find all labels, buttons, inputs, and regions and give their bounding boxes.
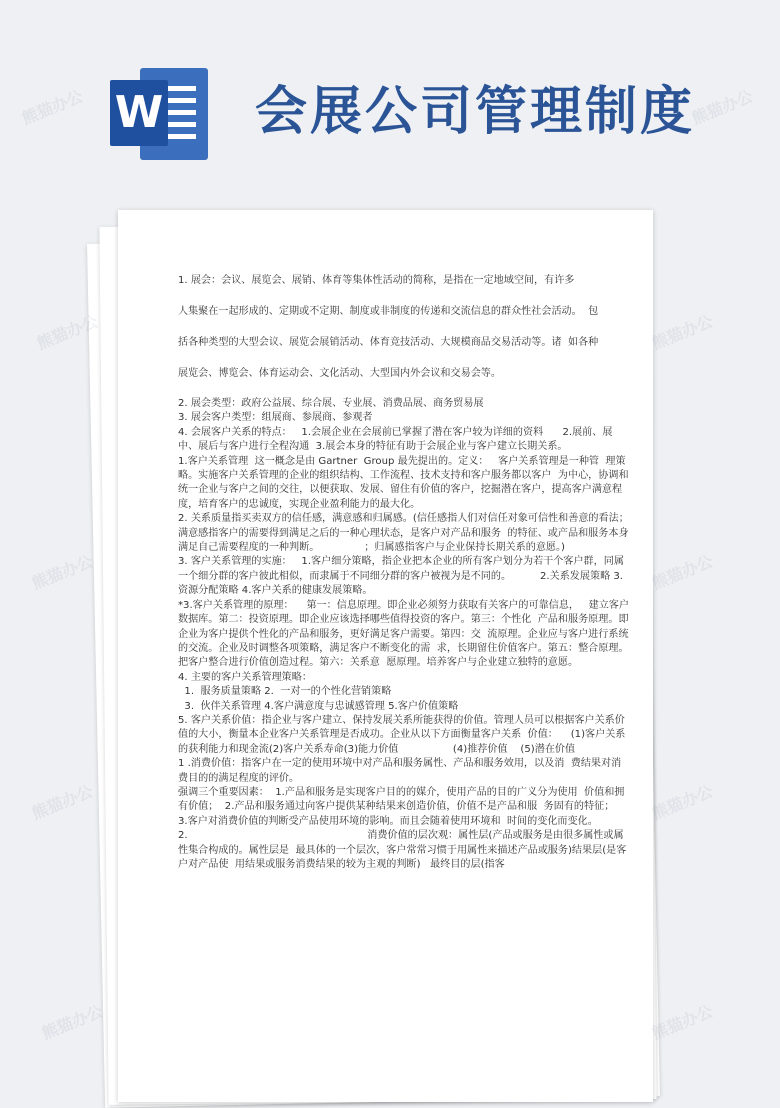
word-document-icon	[110, 68, 208, 160]
body-paragraph: 1. 服务质量策略 2. 一对一的个性化营销策略	[178, 686, 392, 698]
watermark-mark: 熊猫办公	[649, 551, 716, 594]
body-paragraph: 1 .消费价值：指客户在一定的使用环境中对产品和服务属性、产品和服务效用，以及消 费结果对消费目的的满足程度的评价。	[178, 758, 622, 784]
watermark-mark: 熊猫办公	[34, 311, 101, 354]
watermark-mark: 熊猫办公	[29, 781, 96, 824]
body-paragraph: 2. 消费价值的层次观：属性层(产品或服务是由很多属性或属性集合构成的。属性层是 最具体的一个层次，客户常常习惯于用属性来描述产品或服务)结果层(是客户对产品使 用结果或服务消费结果的较为主观的判断) 最终目的层(指客	[178, 830, 627, 870]
watermark-mark: 熊猫办公	[649, 311, 716, 354]
body-paragraph: 4. 会展客户关系的特点： 1.会展企业在会展前已掌握了潜在客户较为详细的资料 2.展前、展中、展后与客户进行全程沟通 3.展会本身的特征有助于会展企业与客户建立长期关系。	[178, 426, 613, 453]
intro-section	[178, 265, 630, 389]
watermark-mark: 熊猫办公	[649, 1001, 716, 1044]
watermark-mark: 熊猫办公	[19, 86, 86, 129]
page-title: 会展公司管理制度	[255, 81, 696, 142]
body-paragraph: *3.客户关系管理的原理： 第一：信息原理。即企业必须努力获取有关客户的可靠信息， 建立客户数据库。第二：投资原理。即企业应该选择哪些值得投资的客户。第三：个性化 产品和服务原理。即企业为客户提供个性化的产品和服务，更好满足客户需要。第四：交 流原理。企业应与客户进行系统的交流。企业及时调整各项策略，满足客户不断变化的需 求，长期留住价值客户。第五：整合原理。把客户整合进行价值创造过程。第六：关系意 愿原理。培养客户与企业建立独特的意愿。	[178, 599, 629, 669]
body-paragraph: 2. 关系质量指买卖双方的信任感，满意感和归属感。(信任感指人们对信任对象可信性和善意的看法；满意感指客户的需要得到满足之后的一种心理状态，是客户对产品和服务 的特征、或产品和服务本身满足自己需要程度的一种判断。 ；归属感指客户与企业保持长期关系的意愿。)	[178, 513, 629, 554]
watermark-mark: 熊猫办公	[689, 86, 756, 129]
body-paragraph: 2. 展会类型：政府公益展、综合展、专业展、消费品展、商务贸易展	[178, 398, 484, 409]
body-paragraph: 3. 展会客户类型：组展商、参展商、参观者	[178, 412, 373, 424]
body-paragraph: 3. 客户关系管理的实施： 1.客户细分策略，指企业把本企业的所有客户划分为若干个客户群，同属一个细分群的客户彼此相似，而隶属于不同细分群的客户被视为是不同的。 2.关系发展策略 3.资源分配策略 4.客户关系的健康发展策略。	[178, 556, 624, 597]
document-header	[0, 0, 780, 205]
intro-paragraph: 人集聚在一起形成的、定期或不定期、制度或非制度的传递和交流信息的群众性社会活动。 包	[178, 306, 599, 317]
watermark-mark: 熊猫办公	[29, 551, 96, 594]
body-paragraph: 强调三个重要因素： 1.产品和服务是实现客户目的的媒介，使用产品的目的广义分为使用 价值和拥有价值； 2.产品和服务通过向客户提供某种结果来创造价值，价值不是产品和服 务固有的特征； 3.客户对消费价值的判断受产品使用环境的影响。而且会随着使用环境和 时间的变化而变化。	[178, 786, 625, 827]
watermark-mark: 熊猫办公	[649, 781, 716, 824]
main-section	[178, 397, 630, 872]
intro-paragraph: 括各种类型的大型会议、展览会展销活动、体育竞技活动、大规模商品交易活动等。诸 如各种	[178, 337, 599, 348]
watermark-mark: 熊猫办公	[39, 1001, 106, 1044]
intro-paragraph: 展览会、博览会、体育运动会、文化活动、大型国内外会议和交易会等。	[178, 368, 501, 379]
body-paragraph: 3. 伙伴关系管理 4.客户满意度与忠诚感管理 5.客户价值策略	[178, 700, 459, 712]
document-body	[178, 265, 630, 872]
intro-paragraph: 1. 展会：会议、展览会、展销、体育等集体性活动的简称，是指在一定地域空间，有许多	[178, 275, 575, 286]
body-paragraph: 4. 主要的客户关系管理策略：	[178, 671, 312, 683]
word-icon-letter: W	[110, 80, 168, 146]
body-paragraph: 1.客户关系管理 这一概念是由 Gartner Group 最先提出的。定义： 客户关系管理是一种管 理策略。实施客户关系管理的企业的组织结构、工作流程、技术支持和客户服务都以客户 为中心，协调和统一企业与客户之间的交往，以便获取、发展、留住有价值的客户，挖掘潜在客户，提高客户满意程度，培育客户的忠诚度，实现企业盈利能力的最大化。	[178, 455, 629, 510]
body-paragraph: 5. 客户关系价值：指企业与客户建立、保持发展关系所能获得的价值。管理人员可以根据客户关系价值的大小，衡量本企业客户关系管理是否成功。企业从以下方面衡量客户关系 价值： (1)客户关系的获利能力和现金流(2)客户关系寿命(3)能力价值 (4)推荐价值 (5)潜在价值	[178, 714, 626, 755]
